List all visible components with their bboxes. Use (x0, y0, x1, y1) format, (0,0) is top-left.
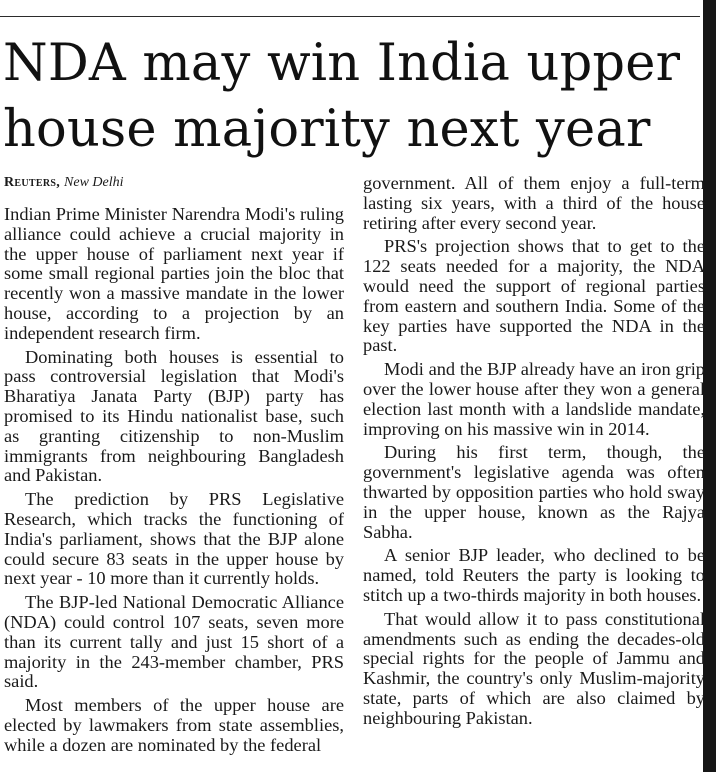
paragraph: The BJP-led National Democratic Alliance (NDA) could control 107 seats, seven more than its current tally and just 15 short of a majority in the 243-member chamber, PRS said. (4, 592, 344, 692)
paragraph: During his first term, though, the government's legislative agenda was often thwarted by opposition parties who hold sway in the upper house, known as the Rajya Sabha. (363, 442, 705, 542)
paragraph: That would allow it to pass constitutional amendments such as ending the decades-old special rights for the people of Jammu and Kashmir, the country's only Muslim-majority state, parts of which are also claimed by neighbouring Pakistan. (363, 608, 705, 728)
byline-dateline: New Delhi (64, 175, 124, 190)
byline (4, 174, 344, 192)
paragraph: A senior BJP leader, who declined to be named, told Reuters the party is looking to stitch up a two-thirds majority in both houses. (363, 545, 705, 605)
paragraph: Modi and the BJP already have an iron grip over the lower house after they won a general election last month with a landslide mandate, improving on his massive win in 2014. (363, 359, 705, 439)
top-rule (0, 16, 700, 17)
paragraph: Indian Prime Minister Narendra Modi's ruling alliance could achieve a crucial majority in the upper house of parliament next year if some small regional parties join the bloc that recently won a massive mandate in the lower house, according to a projection by an independent research firm. (4, 204, 344, 343)
paragraph: Most members of the upper house are elected by lawmakers from state assemblies, while a dozen are nominated by the federal (4, 695, 344, 755)
headline-line-1: NDA may win India upper (3, 34, 681, 93)
paragraph: The prediction by PRS Legislative Research, which tracks the functioning of India's parliament, shows that the BJP alone could secure 83 seats in the upper house by next year - 10 more than it currently holds. (4, 489, 344, 589)
paragraph: PRS's projection shows that to get to the 122 seats needed for a majority, the NDA would need the support of regional parties from eastern and southern India. Some of the key parties have supported the NDA in the past. (363, 236, 705, 356)
paragraph-continued: government. All of them enjoy a full-term lasting six years, with a third of the house retiring after every second year. (363, 173, 705, 233)
byline-agency: Reuters, (4, 175, 61, 190)
headline-line-2: house majority next year (3, 100, 651, 159)
article-column-left (4, 205, 344, 760)
article-column-right (363, 174, 705, 733)
article-headline (3, 31, 703, 163)
paragraph: Dominating both houses is essential to pass controversial legislation that Modi's Bharatiya Janata Party (BJP) party has promised to its Hindu nationalist base, such as granting citizenship to non-Muslim immigrants from neighbouring Bangladesh and Pakistan. (4, 346, 344, 486)
